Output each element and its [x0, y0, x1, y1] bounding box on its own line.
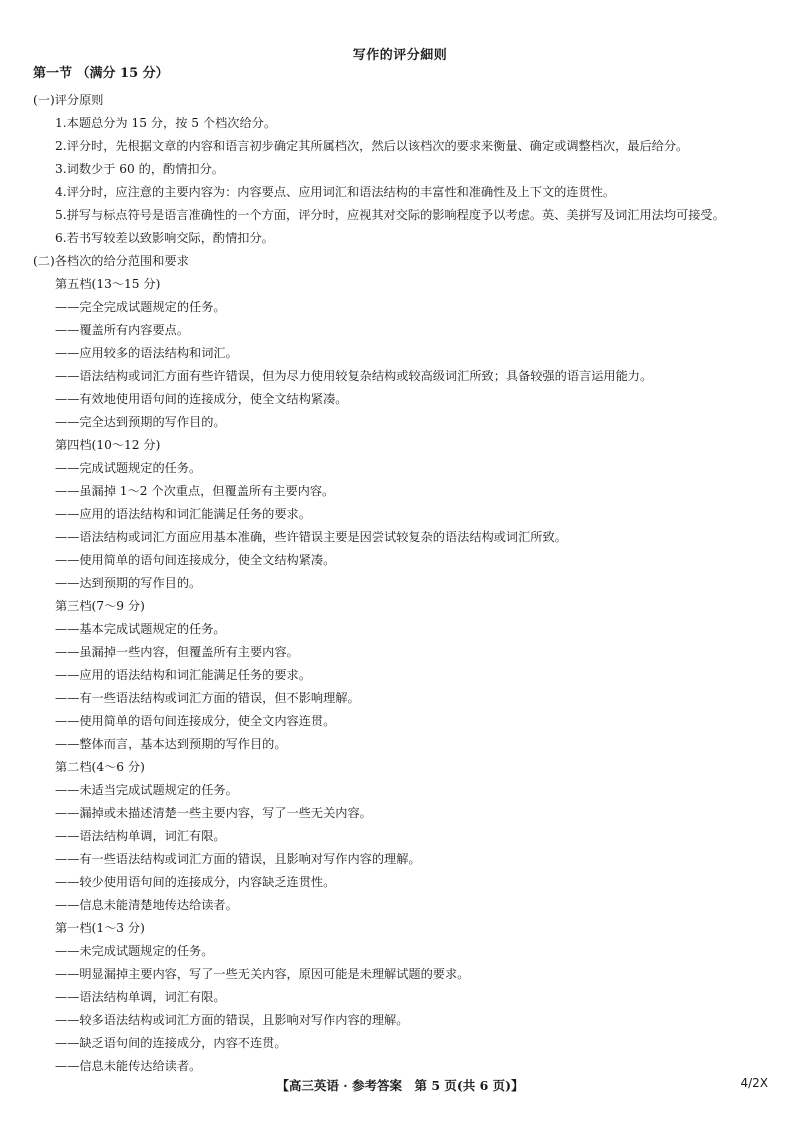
level-requirement: ——语法结构或词汇方面应用基本准确，些许错误主要是因尝试较复杂的语法结构或词汇所致。: [55, 530, 567, 544]
level-requirement: ——有效地使用语句间的连接成分，使全文结构紧凑。: [55, 392, 348, 406]
principle-item: 4.评分时，应注意的主要内容为：内容要点、应用词汇和语法结构的丰富性和准确性及上下文的连贯性。: [55, 185, 616, 199]
level-requirement: ——完成试题规定的任务。: [55, 461, 202, 475]
level-requirement: ——虽漏掉 1～2 个次重点，但覆盖所有主要内容。: [55, 484, 335, 498]
page-code: 4/2X: [740, 1076, 768, 1090]
principle-item: 2.评分时，先根据文章的内容和语言初步确定其所属档次，然后以该档次的要求来衡量、确定或调整档次，最后给分。: [55, 139, 689, 153]
level-requirement: ——整体而言，基本达到预期的写作目的。: [55, 737, 287, 751]
level-requirement: ——基本完成试题规定的任务。: [55, 622, 226, 636]
section-heading: 第一节 （满分 15 分）: [33, 66, 169, 81]
level-title: 第四档(10～12 分): [55, 438, 161, 452]
level-requirement: ——使用简单的语句间连接成分，使全文内容连贯。: [55, 714, 336, 728]
level-requirement: ——信息未能传达给读者。: [55, 1059, 202, 1073]
level-requirement: ——应用的语法结构和词汇能满足任务的要求。: [55, 507, 311, 521]
level-requirement: ——未完成试题规定的任务。: [55, 944, 214, 958]
principle-item: 5.拼写与标点符号是语言准确性的一个方面，评分时，应视其对交际的影响程度予以考虑。英、美拼写及词汇用法均可接受。: [55, 208, 725, 222]
page-footer: 【高三英语 · 参考答案 第 5 页(共 6 页)】: [276, 1078, 524, 1093]
level-requirement: ——较少使用语句间的连接成分，内容缺乏连贯性。: [55, 875, 336, 889]
level-title: 第五档(13～15 分): [55, 277, 161, 291]
level-title: 第一档(1～3 分): [55, 921, 145, 935]
level-requirement: ——漏掉或未描述清楚一些主要内容，写了一些无关内容。: [55, 806, 372, 820]
level-requirement: ——未适当完成试题规定的任务。: [55, 783, 238, 797]
level-requirement: ——信息未能清楚地传达给读者。: [55, 898, 238, 912]
level-requirement: ——语法结构或词汇方面有些许错误，但为尽力使用较复杂结构或较高级词汇所致；具备较强的语言运用能力。: [55, 369, 653, 383]
level-requirement: ——较多语法结构或词汇方面的错误，且影响对写作内容的理解。: [55, 1013, 409, 1027]
level-requirement: ——语法结构单调，词汇有限。: [55, 990, 226, 1004]
level-title: 第三档(7～9 分): [55, 599, 145, 613]
level-requirement: ——覆盖所有内容要点。: [55, 323, 190, 337]
level-requirement: ——应用较多的语法结构和词汇。: [55, 346, 238, 360]
level-requirement: ——缺乏语句间的连接成分，内容不连贯。: [55, 1036, 287, 1050]
levels-heading: (二)各档次的给分范围和要求: [33, 254, 189, 268]
level-requirement: ——语法结构单调，词汇有限。: [55, 829, 226, 843]
level-requirement: ——虽漏掉一些内容，但覆盖所有主要内容。: [55, 645, 299, 659]
principles-heading: (一)评分原则: [33, 93, 104, 107]
principle-item: 1.本题总分为 15 分，按 5 个档次给分。: [55, 116, 277, 130]
principle-item: 6.若书写较差以致影响交际，酌情扣分。: [55, 231, 274, 245]
principle-item: 3.词数少于 60 的，酌情扣分。: [55, 162, 224, 176]
page-title: 写作的评分細则: [352, 48, 448, 63]
level-requirement: ——明显漏掉主要内容，写了一些无关内容，原因可能是未理解试题的要求。: [55, 967, 470, 981]
level-requirement: ——使用简单的语句间连接成分，使全文结构紧凑。: [55, 553, 336, 567]
level-requirement: ——达到预期的写作目的。: [55, 576, 202, 590]
level-requirement: ——有一些语法结构或词汇方面的错误，且影响对写作内容的理解。: [55, 852, 421, 866]
level-requirement: ——完全完成试题规定的任务。: [55, 300, 226, 314]
level-title: 第二档(4～6 分): [55, 760, 145, 774]
level-requirement: ——有一些语法结构或词汇方面的错误，但不影响理解。: [55, 691, 360, 705]
level-requirement: ——应用的语法结构和词汇能满足任务的要求。: [55, 668, 311, 682]
level-requirement: ——完全达到预期的写作目的。: [55, 415, 226, 429]
